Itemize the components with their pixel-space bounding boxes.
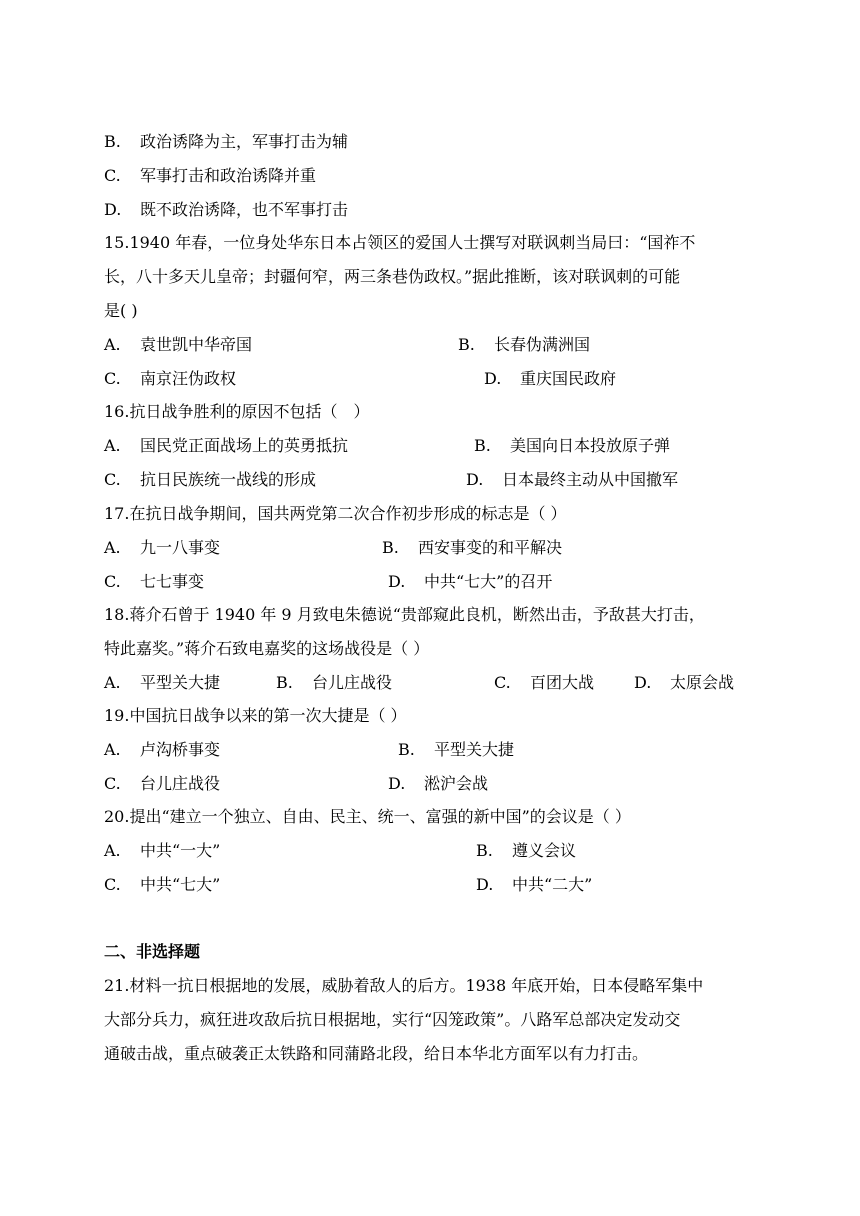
q16-option-d: D. 日本最终主动从中国撤军: [466, 470, 679, 489]
q15-option-b: B. 长春伪满洲国: [458, 335, 591, 354]
q19-option-d: D. 淞沪会战: [388, 774, 489, 793]
q20-option-b: B. 遵义会议: [476, 841, 577, 860]
q18-option-b: B. 台儿庄战役: [276, 673, 393, 692]
q18-option-d: D. 太原会战: [634, 673, 735, 692]
q18-option-c: C. 百团大战: [494, 673, 595, 692]
q18-option-a: A. 平型关大捷: [104, 673, 221, 692]
q15-stem-line-1: 15.1940 年春，一位身处华东日本占领区的爱国人士撰写对联讽刺当局曰：“国祚不: [104, 233, 696, 252]
q15-option-c: C. 南京汪伪政权: [104, 369, 237, 388]
q20-option-c: C. 中共“七大”: [104, 875, 221, 894]
q19-stem: 19.中国抗日战争以来的第一次大捷是（ ）: [104, 706, 407, 725]
q18-stem-line-1: 18.蒋介石曾于 1940 年 9 月致电朱德说“贵部窥此良机，断然出击，予敌甚大打击，: [104, 605, 705, 624]
q21-stem-line-3: 通破击战，重点破袭正太铁路和同蒲路北段，给日本华北方面军以有力打击。: [104, 1044, 649, 1063]
q20-option-a: A. 中共“一大”: [104, 841, 221, 860]
q20-option-d: D. 中共“二大”: [476, 875, 593, 894]
q15-option-a: A. 袁世凯中华帝国: [104, 335, 253, 354]
q16-option-a: A. 国民党正面战场上的英勇抵抗: [104, 436, 349, 455]
q17-option-c: C. 七七事变: [104, 572, 205, 591]
q21-stem-line-1: 21.材料一抗日根据地的发展，威胁着敌人的后方。1938 年底开始，日本侵略军集中: [104, 976, 704, 995]
q15-option-d: D. 重庆国民政府: [484, 369, 617, 388]
q17-option-b: B. 西安事变的和平解决: [382, 538, 563, 557]
q14-option-d: D. 既不政治诱降，也不军事打击: [104, 200, 349, 219]
q17-option-a: A. 九一八事变: [104, 538, 221, 557]
q16-option-c: C. 抗日民族统一战线的形成: [104, 470, 317, 489]
q16-stem: 16.抗日战争胜利的原因不包括（ ）: [104, 402, 370, 421]
section-heading: 二、非选择题: [104, 942, 201, 961]
q14-option-b: B. 政治诱降为主，军事打击为辅: [104, 132, 349, 151]
q21-stem-line-2: 大部分兵力，疯狂进攻敌后抗日根据地，实行“囚笼政策”。八路军总部决定发动交: [104, 1010, 681, 1029]
q19-option-c: C. 台儿庄战役: [104, 774, 221, 793]
q20-stem: 20.提出“建立一个独立、自由、民主、统一、富强的新中国”的会议是（ ）: [104, 807, 631, 826]
q17-option-d: D. 中共“七大”的召开: [388, 572, 553, 591]
q17-stem: 17.在抗日战争期间，国共两党第二次合作初步形成的标志是（ ）: [104, 504, 567, 523]
q15-stem-line-3: 是( ): [104, 301, 138, 320]
q15-stem-line-2: 长，八十多天儿皇帝；封疆何窄，两三条巷伪政权。”据此推断，该对联讽刺的可能: [104, 267, 681, 286]
q16-option-b: B. 美国向日本投放原子弹: [474, 436, 671, 455]
q19-option-b: B. 平型关大捷: [398, 740, 515, 759]
q18-stem-line-2: 特此嘉奖。”蒋介石致电嘉奖的这场战役是（ ）: [104, 639, 430, 658]
q14-option-c: C. 军事打击和政治诱降并重: [104, 166, 317, 185]
q19-option-a: A. 卢沟桥事变: [104, 740, 221, 759]
